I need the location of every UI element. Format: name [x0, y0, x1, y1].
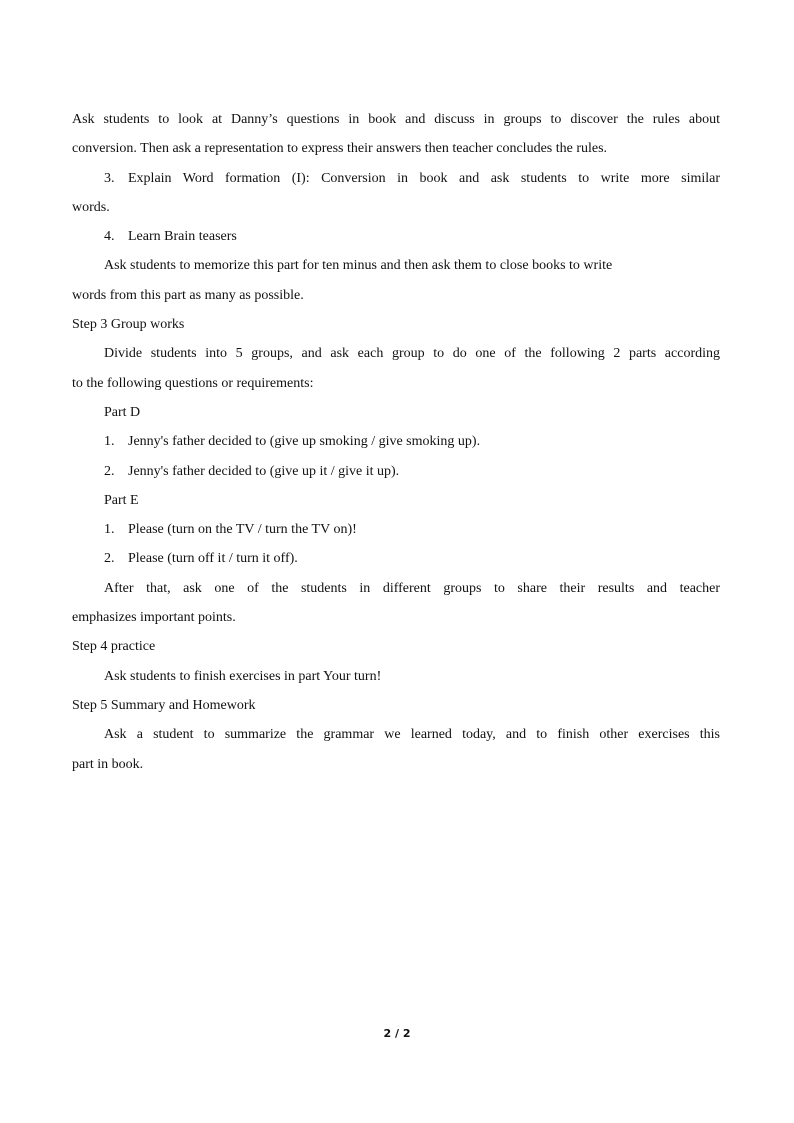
step-heading: Step 4 practice	[72, 639, 156, 655]
list-number: 2.	[104, 463, 115, 479]
list-number: 2.	[104, 551, 115, 567]
step-heading: Step 5 Summary and Homework	[72, 697, 256, 713]
list-number: 1.	[104, 434, 115, 450]
paragraph-line: emphasizes important points.	[72, 610, 236, 626]
list-number: 3.	[104, 170, 115, 186]
list-number: 4.	[104, 229, 115, 245]
part-heading: Part D	[104, 404, 141, 420]
list-item	[72, 544, 720, 573]
page-number: 2 / 2	[383, 1027, 411, 1040]
paragraph-line: Ask a student to summarize the grammar we learned today, and to finish other exercises this	[104, 727, 720, 743]
list-item-3	[72, 164, 720, 193]
list-item	[72, 457, 720, 486]
paragraph-line: part in book.	[72, 756, 144, 772]
paragraph-line: After that, ask one of the students in different groups to share their results and teacher	[104, 580, 720, 596]
list-item-text: Please (turn off it / turn it off).	[128, 551, 298, 567]
paragraph-line: Ask students to finish exercises in part Your turn!	[104, 668, 382, 684]
paragraph-line: Ask students to look at Danny’s questions in book and discuss in groups to discover the rules about	[72, 112, 720, 127]
paragraph-line: Divide students into 5 groups, and ask each group to do one of the following 2 parts according	[104, 346, 720, 362]
list-item-text: Learn Brain teasers	[128, 229, 237, 245]
paragraph-line: words.	[72, 199, 110, 215]
step-heading: Step 3 Group works	[72, 317, 185, 333]
paragraph-line: Ask students to memorize this part for ten minus and then ask them to close books to write	[104, 258, 613, 274]
paragraph-line: to the following questions or requirements:	[72, 375, 314, 391]
list-item	[72, 427, 720, 456]
document-body	[72, 105, 720, 779]
list-item-text: Please (turn on the TV / turn the TV on)!	[128, 522, 357, 538]
list-number: 1.	[104, 522, 115, 538]
paragraph-line: conversion. Then ask a representation to express their answers then teacher concludes the rules.	[72, 141, 608, 157]
list-item-text: Jenny's father decided to (give up it / give it up).	[128, 463, 400, 479]
list-item-text: Jenny's father decided to (give up smoking / give smoking up).	[128, 434, 481, 450]
list-item-4	[72, 222, 720, 251]
list-item-text: Explain Word formation (I): Conversion in book and ask students to write more similar	[128, 170, 720, 186]
paragraph-line: words from this part as many as possible.	[72, 287, 304, 303]
list-item	[72, 515, 720, 544]
part-heading: Part E	[104, 492, 139, 508]
